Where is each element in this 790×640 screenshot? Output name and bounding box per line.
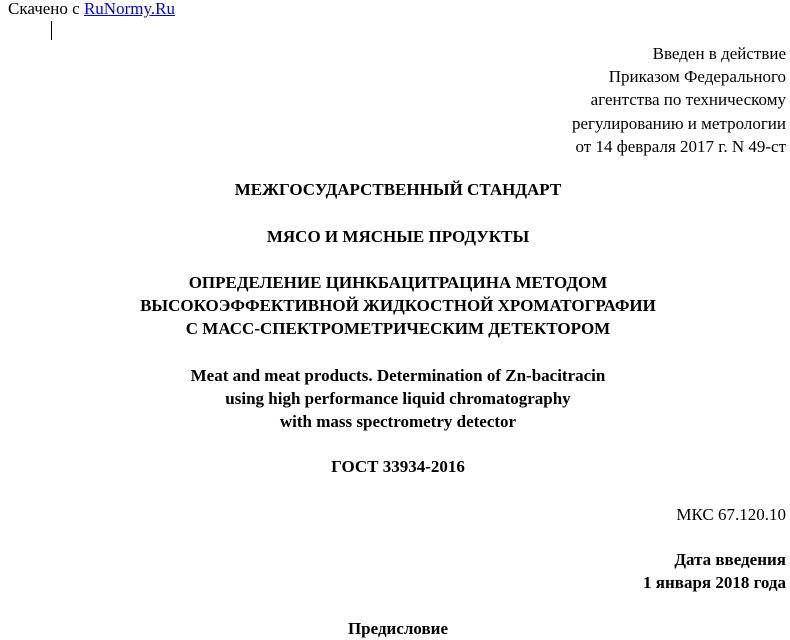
preface-heading: Предисловие — [347, 619, 449, 638]
introduction-date-label: Дата введения — [674, 550, 786, 569]
introduction-date-block — [643, 548, 786, 594]
runormy-link[interactable]: RuNormy.Ru — [83, 0, 175, 18]
gost-number: ГОСТ 33934-2016 — [331, 457, 465, 476]
approval-line: Введен в действие — [652, 44, 786, 63]
russian-title-line: ВЫСОКОЭФФЕКТИВНОЙ ЖИДКОСТНОЙ ХРОМАТОГРАФИИ — [140, 296, 656, 315]
source-prefix: Скачено с — [8, 0, 84, 18]
english-title — [0, 364, 790, 433]
english-title-line: Meat and meat products. Determination of Zn-bacitracin — [190, 366, 606, 385]
approval-line: от 14 февраля 2017 г. N 49-ст — [575, 136, 786, 156]
mks-code: МКС 67.120.10 — [676, 505, 786, 524]
approval-line: регулированию и метрологии — [571, 113, 786, 133]
text-cursor — [51, 21, 52, 40]
standard-type-heading: МЕЖГОСУДАРСТВЕННЫЙ СТАНДАРТ — [234, 180, 562, 199]
approval-line: Приказом Федерального — [608, 67, 786, 87]
english-title-line: using high performance liquid chromatography — [225, 389, 571, 408]
russian-title-line: С МАСС-СПЕКТРОМЕТРИЧЕСКИМ ДЕТЕКТОРОМ — [185, 319, 611, 338]
approval-block — [572, 42, 786, 158]
introduction-date-value: 1 января 2018 года — [643, 573, 786, 592]
approval-line: агентства по техническому — [590, 90, 786, 110]
product-heading: МЯСО И МЯСНЫЕ ПРОДУКТЫ — [266, 227, 530, 246]
english-title-line: with mass spectrometry detector — [279, 412, 517, 431]
russian-title — [0, 271, 790, 340]
russian-title-line: ОПРЕДЕЛЕНИЕ ЦИНКБАЦИТРАЦИНА МЕТОДОМ — [188, 273, 608, 292]
source-line — [8, 0, 175, 19]
